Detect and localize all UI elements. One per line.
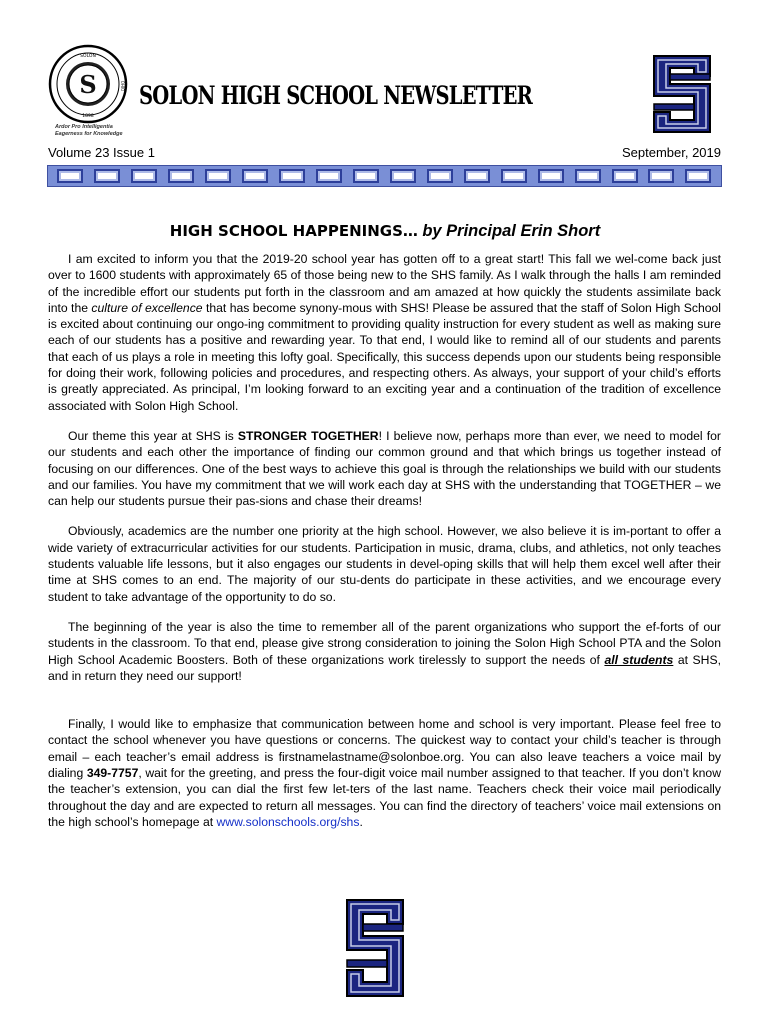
voicemail-number: 349-7757 [86,766,139,781]
band-tile [316,169,342,183]
school-seal-icon [48,44,128,124]
band-tile [685,169,711,183]
volume-issue: Volume 23 Issue 1 [48,145,155,160]
paragraph-theme: Our theme this year at SHS is STRONGER TOGETHER! I believe now, perhaps more than ever, we need to model for our students and each other the importance of finding our common ground and that which brings us together instead of focusing on our differences. One of the best ways to achieve this goal is through the relationships we build with our students and our families. You have my commitment that we will work each day at SHS with the understanding that TOGETHER – we can help our students pursue their pas-sions and chase their dreams! [48,428,721,509]
motto-english: Eagerness for Knowledge [55,131,123,137]
band-tile [648,169,674,183]
band-tile [94,169,120,183]
band-tile [575,169,601,183]
svg-text:OHIO: OHIO [120,80,125,92]
band-tile [168,169,194,183]
culture-of-excellence-emphasis: culture of excellence [91,300,203,315]
band-tile [279,169,305,183]
issue-date: September, 2019 [621,145,721,160]
sc-monogram-logo-bottom [341,896,409,1000]
decorative-border-band [47,165,722,187]
svg-text:S: S [79,70,97,99]
all-students-emphasis: all students [604,652,674,667]
band-tile [353,169,379,183]
sc-monogram-logo [648,52,716,136]
band-tile [538,169,564,183]
band-tile [464,169,490,183]
band-tile [612,169,638,183]
article-heading [0,222,770,241]
band-tile [57,169,83,183]
article-byline: by Principal Erin Short [422,222,601,240]
band-tile [131,169,157,183]
article-body [48,251,721,830]
paragraph-welcome: I am excited to inform you that the 2019-20 school year has gotten off to a great start! This fall we wel-come back just over to 1600 students with approximately 65 of those being new to the SHS family. As I walk through the halls I am reminded of the incredible effort our students put forth in the classroom and am amazed at how quickly the students assimilate back into the culture of excellence that has become synony-mous with SHS! Please be assured that the staff of Solon High School is excited about continuing our ongo-ing commitment to providing quality instruction for every student as well as making sure each of our students has a positive and rewarding year. To that end, I would like to remind all of our students and parents that each of us plays a role in meeting this lofty goal. Specifically, this success depends upon our students being responsible for doing their work, following policies and procedures, and respecting others. As always, your support of your child’s efforts is greatly appreciated. As principal, I’m looking forward to an exciting year and a continuation of the tradition of excellence associated with Solon High School. [48,252,721,413]
school-motto [55,124,123,138]
band-tile [501,169,527,183]
band-tile [390,169,416,183]
article-title: HIGH SCHOOL HAPPENINGS… [169,222,418,240]
band-tile [427,169,453,183]
newsletter-title: SOLON HIGH SCHOOL NEWSLETTER [139,81,533,110]
school-homepage-link[interactable]: www.solonschools.org/shs [216,814,360,829]
theme-emphasis: STRONGER TOGETHER [237,428,379,443]
paragraph-communication: Finally, I would like to emphasize that communication between home and school is very important. Please feel free to contact the school whenever you have questions or concerns. The quickest way to contact your child’s teacher is through email – each teacher’s email address is firstnamelastname@solonboe.org. You can also leave teachers a voice mail by dialing 349-7757, wait for the greeting, and press the four-digit voice mail number assigned to that teacher. If you don’t know the teacher’s extension, you can dial the first few let-ters of the last name. Teachers check their voice mail periodically throughout the day and are expected to return all messages. You can find the directory of teachers’ voice mail extensions on the high school’s homepage at www.solonschools.org/shs. [48,717,721,829]
svg-text:SOLON: SOLON [80,54,96,59]
band-tile [242,169,268,183]
motto-latin: Ardor Pro Intelligentia [55,124,113,130]
band-tile [205,169,231,183]
svg-text:1898: 1898 [82,114,94,119]
paragraph-activities: Obviously, academics are the number one priority at the high school. However, we also believe it is im-portant to offer a wide variety of extracurricular activities for our students. Participation in music, drama, clubs, and athletics, not only teaches students valuable life lessons, but it also engages our students in devel-oping skills that will help them excel well after their time at SHS comes to an end. The majority of our stu-dents do participate in these activities, and we encourage every student to take advantage of the opportunity to do so. [48,524,721,604]
paragraph-parent-organizations: The beginning of the year is also the time to remember all of the parent organizations who support the ef-forts of our students in the classroom. To that end, please give strong consideration to joining the Solon High School PTA and the Solon High School Academic Boosters. Both of these organizations work tirelessly to support the needs of all students at SHS, and in return they need our support! [48,619,721,683]
